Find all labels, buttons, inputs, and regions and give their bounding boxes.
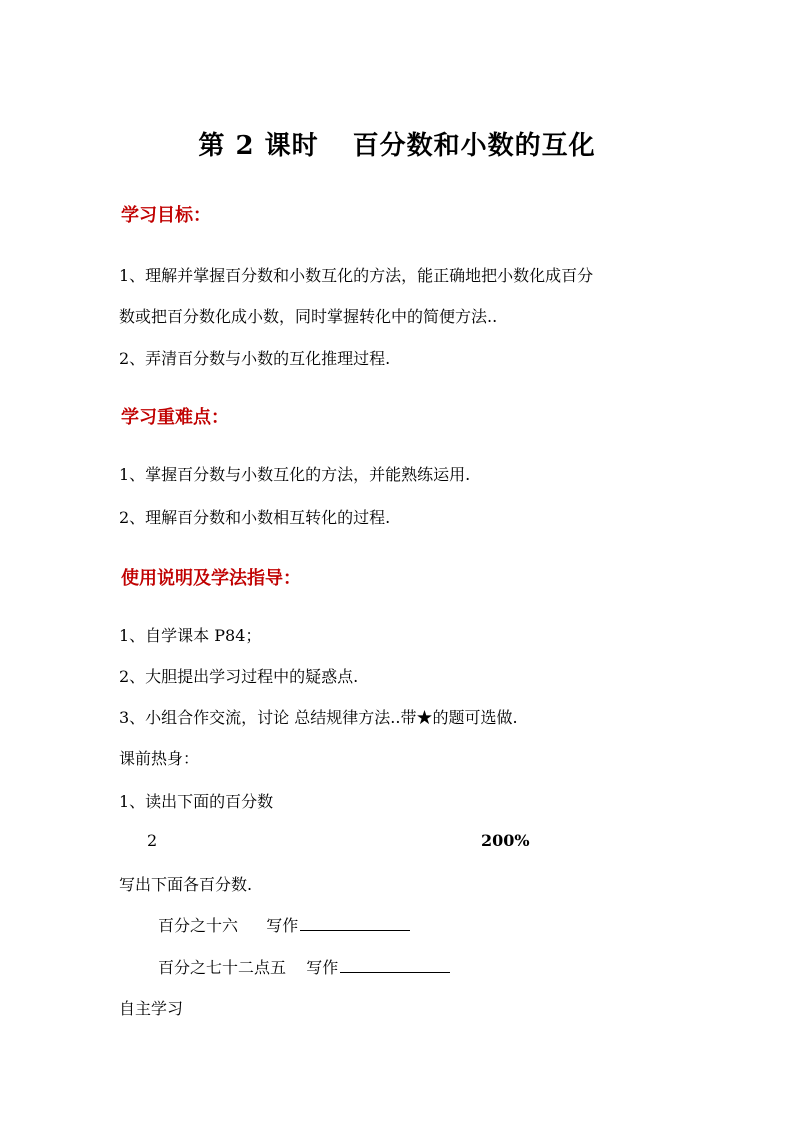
difficulties-item-2: 2、理解百分数和小数相互转化的过程. (119, 508, 391, 527)
page-title (0, 125, 794, 162)
warmup-value-right: 200% (481, 831, 530, 850)
goals-item-1-line-2: 数或把百分数化成小数，同时掌握转化中的简便方法.. (119, 307, 498, 326)
goals-item-1-line-1: 1、理解并掌握百分数和小数互化的方法，能正确地把小数化成百分 (119, 266, 594, 285)
write-row-1 (158, 913, 410, 936)
write-row-1-blank[interactable] (300, 914, 410, 931)
warmup-question-2: 写出下面各百分数. (119, 875, 253, 894)
difficulties-heading: 学习重难点： (121, 407, 229, 428)
warmup-question-1: 1、读出下面的百分数 (119, 792, 274, 811)
write-row-2-text: 百分之七十二点五 (158, 958, 287, 977)
guide-item-3: 3、小组合作交流，讨论 总结规律方法..带★的题可选做. (119, 708, 518, 727)
write-row-2-blank[interactable] (340, 956, 450, 973)
goals-item-2: 2、弄清百分数与小数的互化推理过程. (119, 349, 391, 368)
write-row-2 (158, 955, 450, 978)
goals-heading: 学习目标： (121, 205, 211, 226)
write-row-1-label: 写作 (266, 916, 299, 935)
guide-heading: 使用说明及学法指导： (121, 568, 301, 589)
self-study-label: 自主学习 (119, 999, 184, 1018)
guide-item-2: 2、大胆提出学习过程中的疑惑点. (119, 667, 359, 686)
title-lesson: 第 2 课时 (198, 131, 319, 161)
write-row-1-text: 百分之十六 (158, 916, 239, 935)
difficulties-item-1: 1、掌握百分数与小数互化的方法，并能熟练运用. (119, 465, 471, 484)
warmup-label: 课前热身： (119, 749, 200, 768)
write-row-2-label: 写作 (306, 958, 339, 977)
warmup-value-left: 2 (147, 831, 158, 850)
guide-item-1: 1、自学课本 P84； (119, 626, 262, 645)
title-topic: 百分数和小数的互化 (352, 131, 596, 161)
